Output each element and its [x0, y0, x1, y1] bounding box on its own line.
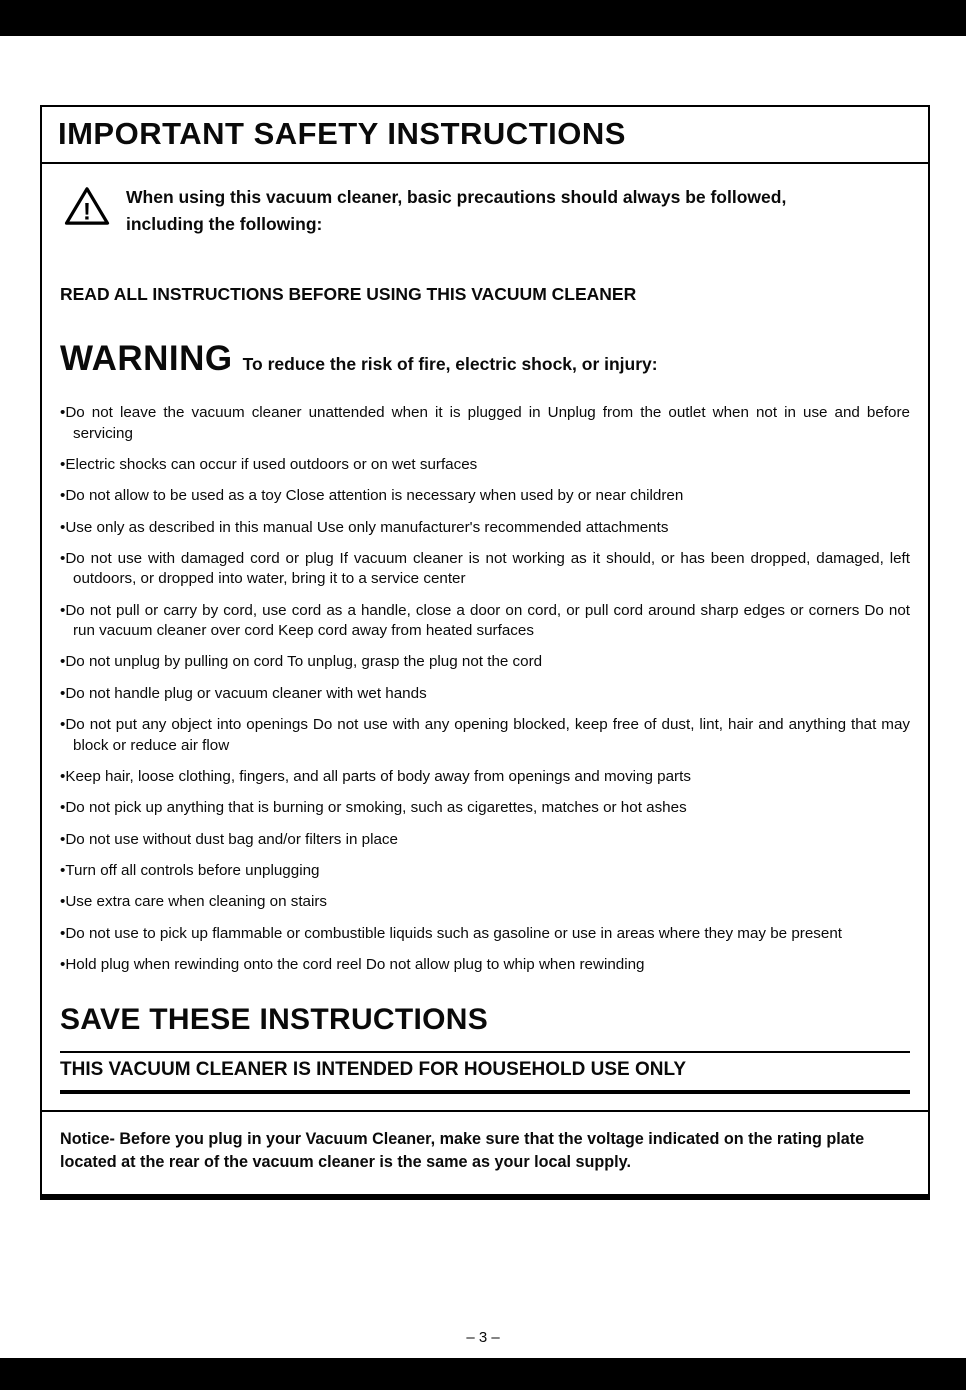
- save-instructions-heading: SAVE THESE INSTRUCTIONS: [60, 1003, 489, 1037]
- caution-intro: [60, 184, 910, 238]
- voltage-notice-box: [42, 1110, 928, 1193]
- scan-artifact-top-bar: [0, 0, 966, 36]
- safety-instruction: • Do not use with damaged cord or plug If vacuum cleaner is not working as it should, or has been dropped, damaged, left outdoors, or dropped into water, bring it to a service center: [60, 549, 910, 590]
- safety-instruction: • Do not leave the vacuum cleaner unattended when it is plugged in Unplug from the outlet when not in use and before servicing: [60, 403, 910, 444]
- safety-instruction: • Do not use without dust bag and/or filters in place: [60, 830, 910, 850]
- read-all-instructions-heading: READ ALL INSTRUCTIONS BEFORE USING THIS VACUUM CLEANER: [60, 284, 637, 305]
- voltage-notice-text: Notice- Before you plug in your Vacuum Cleaner, make sure that the voltage indicated on the rating plate located at the rear of the vacuum cleaner is the same as your local supply.: [60, 1130, 865, 1172]
- safety-instruction: • Electric shocks can occur if used outdoors or on wet surfaces: [60, 455, 910, 475]
- warning-word: WARNING: [60, 339, 233, 379]
- warning-subtext: To reduce the risk of fire, electric shock, or injury:: [242, 354, 658, 375]
- safety-instruction: • Use only as described in this manual Use only manufacturer's recommended attachments: [60, 518, 910, 538]
- caution-intro-text: When using this vacuum cleaner, basic precautions should always be followed, including the following:: [126, 187, 787, 235]
- safety-instruction: • Do not handle plug or vacuum cleaner with wet hands: [60, 684, 910, 704]
- safety-instruction: • Do not pull or carry by cord, use cord as a handle, close a door on cord, or pull cord around sharp edges or corners Do not run vacuum cleaner over cord Keep cord away from heated surfaces: [60, 601, 910, 642]
- safety-instruction: • Use extra care when cleaning on stairs: [60, 892, 910, 912]
- safety-instruction: • Do not allow to be used as a toy Close attention is necessary when used by or near children: [60, 486, 910, 506]
- safety-instruction: • Keep hair, loose clothing, fingers, and all parts of body away from openings and moving parts: [60, 767, 910, 787]
- safety-instruction: • Do not put any object into openings Do not use with any opening blocked, keep free of dust, lint, hair and anything that may block or reduce air flow: [60, 715, 910, 756]
- household-use-heading: THIS VACUUM CLEANER IS INTENDED FOR HOUSEHOLD USE ONLY: [60, 1051, 910, 1094]
- safety-instruction: • Do not unplug by pulling on cord To unplug, grasp the plug not the cord: [60, 652, 910, 672]
- safety-instruction: • Do not pick up anything that is burning or smoking, such as cigarettes, matches or hot ashes: [60, 798, 910, 818]
- safety-instruction: • Turn off all controls before unplugging: [60, 861, 910, 881]
- safety-instructions-frame: [40, 105, 930, 1200]
- safety-instruction-list: [60, 403, 910, 975]
- svg-text:!: !: [83, 198, 91, 226]
- safety-instruction: • Do not use to pick up flammable or combustible liquids such as gasoline or use in areas where they may be present: [60, 924, 910, 944]
- title-box: [42, 107, 928, 164]
- scan-artifact-bottom-bar: [0, 1358, 966, 1390]
- instructions-body: [42, 184, 928, 1110]
- page-title: IMPORTANT SAFETY INSTRUCTIONS: [58, 116, 626, 151]
- warning-triangle-icon: [64, 186, 110, 231]
- page-number: – 3 –: [466, 1329, 500, 1346]
- warning-heading: [60, 339, 910, 379]
- safety-instruction: • Hold plug when rewinding onto the cord reel Do not allow plug to whip when rewinding: [60, 955, 910, 975]
